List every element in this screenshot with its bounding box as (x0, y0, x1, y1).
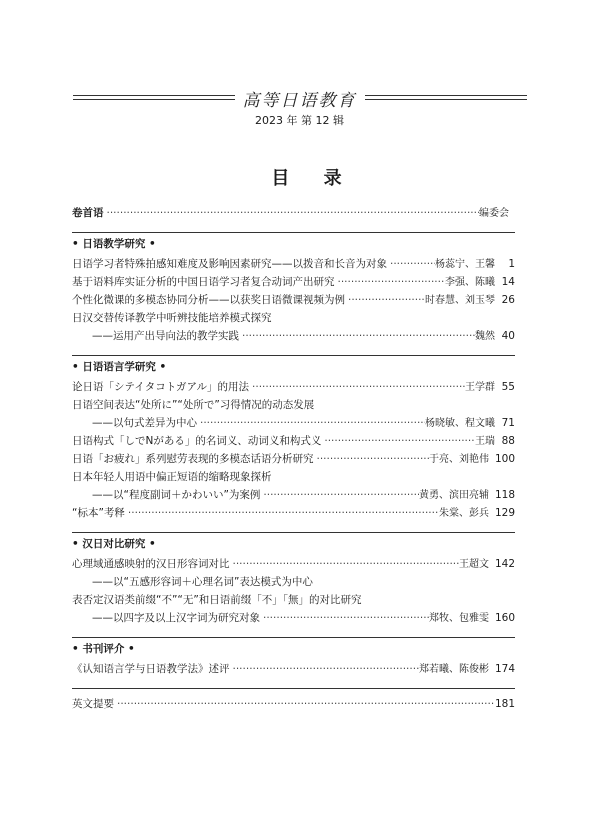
section-heading: • 日语语言学研究 • (72, 361, 167, 373)
entry-author: 杨蕊宁、王馨 (435, 259, 495, 270)
toc-entry[interactable] (72, 468, 515, 486)
toc-entry[interactable] (72, 660, 515, 678)
masthead (0, 86, 599, 110)
entry-title: “标本”考释 (72, 507, 125, 519)
entry-title: 心理域通感映射的汉日形容词对比 (72, 558, 230, 570)
section-divider (72, 688, 515, 689)
entry-page: 14 (501, 276, 515, 288)
toc-entry[interactable] (72, 414, 515, 432)
leader-dots (387, 255, 435, 273)
entry-title: 日语学习者特殊拍感知难度及影响因素研究——以拨音和长音为对象 (72, 258, 387, 270)
leader-dots (345, 291, 425, 309)
entry-title: 《认知语言学与日语教学法》述评 (72, 663, 230, 675)
entry-author: 王学群 (465, 382, 495, 393)
entry-author: 王超文 (458, 559, 489, 570)
entry-page: 118 (494, 489, 515, 501)
leader-dots (230, 555, 459, 573)
entry-author: 朱棠、彭兵 (438, 508, 489, 519)
entry-title: ——以四字及以上汉字词为研究对象 (92, 612, 260, 624)
leader-dots (230, 660, 419, 678)
entry-title: ——运用产出导向法的教学实践 (92, 330, 239, 342)
toc-entry[interactable] (72, 573, 515, 591)
entry-title: 卷首语 (72, 207, 104, 219)
entry-author: 时春慧、刘玉琴 (425, 295, 495, 306)
toc-entry[interactable] (72, 396, 515, 414)
entry-page: 55 (501, 381, 515, 393)
entry-title: 个性化微课的多模态协同分析——以获奖日语微课视频为例 (72, 294, 345, 306)
entry-author: 李强、陈曦 (445, 277, 495, 288)
leader-dots (104, 204, 480, 222)
leader-dots (260, 609, 429, 627)
entry-title: 日语构式「しでNがある」的名词义、动词义和构式义 (72, 435, 322, 447)
leader-dots (197, 414, 425, 432)
entry-page: 100 (494, 453, 515, 465)
entry-title: 英文提要 (72, 698, 114, 710)
entry-title: ——以“五感形容词＋心理名词”表达模式为中心 (92, 576, 313, 588)
entry-page: 1 (508, 258, 515, 270)
entry-page: 160 (494, 612, 515, 624)
section-heading: • 汉日对比研究 • (72, 538, 156, 550)
entry-author: 魏然 (475, 331, 495, 342)
section-heading: • 日语教学研究 • (72, 238, 156, 250)
entry-title: 日汉交替传译教学中听辨技能培养模式探究 (72, 312, 272, 324)
toc-entry[interactable] (72, 486, 515, 504)
entry-author: 于亮、刘艳伟 (428, 454, 489, 465)
entry-title: 日语空间表达“处所に”“处所で”习得情况的动态发展 (72, 399, 315, 411)
entry-page: 40 (501, 330, 515, 342)
toc-entry[interactable] (72, 273, 515, 291)
table-of-contents (72, 204, 515, 713)
entry-page: 26 (501, 294, 515, 306)
entry-title: 日语「お疲れ」系列慰劳表现的多模态话语分析研究 (72, 453, 314, 465)
masthead-rule-right (365, 95, 527, 100)
entry-author: 杨晓敏、程文曦 (425, 418, 495, 429)
entry-title: 论日语「シテイタコトガアル」的用法 (72, 381, 250, 393)
leader-dots (260, 486, 419, 504)
journal-title: 高等日语教育 (242, 91, 357, 111)
toc-entry[interactable] (72, 255, 515, 273)
entry-title: ——以句式差异为中心 (92, 417, 197, 429)
entry-page: 142 (494, 558, 515, 570)
leader-dots (321, 432, 475, 450)
entry-page: 71 (501, 417, 515, 429)
entry-page: 129 (494, 507, 515, 519)
entry-title: 基于语料库实证分析的中国日语学习者复合动词产出研究 (72, 276, 335, 288)
toc-entry[interactable] (72, 609, 515, 627)
toc-entry[interactable] (72, 291, 515, 309)
toc-entry[interactable] (72, 591, 515, 609)
entry-title: ——以“程度副词＋かわいい”为案例 (92, 489, 261, 501)
leader-dots (335, 273, 446, 291)
toc-title: 目 录 (271, 168, 356, 189)
toc-entry[interactable] (72, 309, 515, 327)
entry-page: 88 (501, 435, 515, 447)
abstracts-entry[interactable] (72, 695, 515, 713)
preface-entry[interactable] (72, 204, 515, 222)
toc-entry[interactable] (72, 555, 515, 573)
entry-page: 181 (494, 698, 515, 710)
leader-dots (114, 695, 495, 713)
toc-entry[interactable] (72, 504, 515, 522)
toc-entry[interactable] (72, 450, 515, 468)
toc-entry[interactable] (72, 432, 515, 450)
entry-page: 174 (494, 663, 515, 675)
leader-dots (249, 378, 465, 396)
entry-title: 日本年轻人用语中偏正短语的缩略现象探析 (72, 471, 272, 483)
entry-author: 郑牧、包雅雯 (428, 613, 489, 624)
entry-author: 郑若曦、陈俊彬 (418, 664, 489, 675)
entry-author: 编委会 (479, 208, 509, 219)
leader-dots (314, 450, 429, 468)
toc-entry[interactable] (72, 327, 515, 345)
entry-author: 王瑞 (475, 436, 495, 447)
leader-dots (239, 327, 475, 345)
section-heading: • 书刊评介 • (72, 643, 135, 655)
toc-entry[interactable] (72, 378, 515, 396)
issue-number: 2023 年 第 12 辑 (255, 114, 344, 127)
leader-dots (125, 504, 439, 522)
entry-author: 黄勇、滨田亮辅 (418, 490, 489, 501)
entry-title: 表否定汉语类前缀“不”“无”和日语前缀「不」「無」的对比研究 (72, 594, 362, 606)
